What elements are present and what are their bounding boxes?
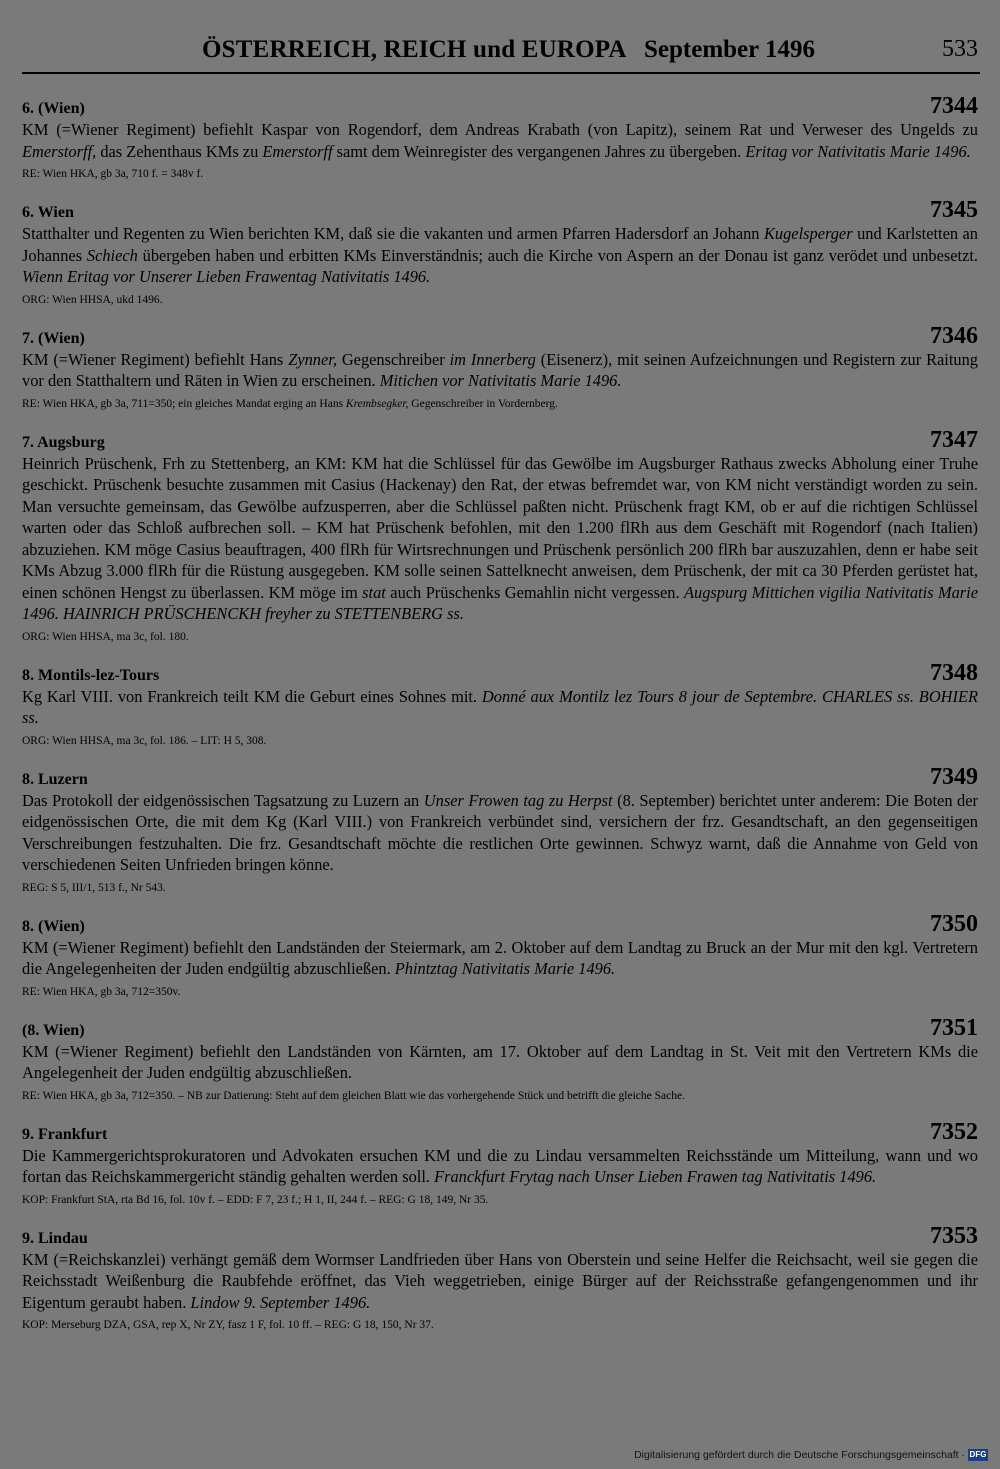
entry-heading	[22, 912, 978, 936]
entry-text-segment: auch Prüschenks Gemahlin nicht vergessen.	[385, 582, 685, 602]
entry-source	[22, 629, 978, 645]
regest-entry	[22, 1224, 978, 1334]
page-header	[22, 36, 980, 66]
entry-number: 7349	[930, 763, 978, 790]
regest-entry	[22, 1016, 978, 1104]
entry-source-segment: KOP: Merseburg DZA, GSA, rep X, Nr ZY, fasz 1 F, fol. 10 ff. – REG: G 18, 150, Nr 37.	[22, 1319, 434, 1331]
entry-text-segment: Phintztag Nativitatis Marie 1496.	[394, 959, 616, 978]
entry-text-segment: Gegenschreiber	[336, 349, 450, 369]
entry-text-segment: Statthalter und Regenten zu Wien berichten KM, daß sie die vakanten und armen Pfarren Hadersdorf an Johann	[22, 224, 764, 243]
entry-heading	[22, 94, 978, 118]
entry-text-segment: übergeben haben und erbitten KMs Einverständnis; auch die Kirche von Aspern an der Donau ist ganz verödet und unbesetzt.	[137, 245, 978, 265]
header-rule	[22, 72, 980, 74]
entry-text	[22, 1041, 978, 1084]
entry-number: 7347	[930, 426, 978, 453]
entry-date-place: 7. (Wien)	[22, 329, 85, 347]
entry-source-segment: KOP: Frankfurt StA, rta Bd 16, fol. 10v f. – EDD: F 7, 23 f.; H 1, II, 244 f. – REG: G 18, 149, Nr 35.	[22, 1193, 489, 1206]
entry-number: 7344	[930, 93, 978, 119]
entry-text-segment: Das Protokoll der eidgenössischen Tagsatzung zu Luzern an	[22, 790, 424, 810]
entry-date-place: 9. Frankfurt	[22, 1125, 108, 1143]
entry-number: 7352	[930, 1118, 978, 1145]
entry-text-segment: das Zehenthaus KMs zu	[96, 141, 263, 161]
entry-source-segment: ORG: Wien HHSA, ma 3c, fol. 186. – LIT: H 5, 308.	[22, 734, 267, 747]
regest-entry	[22, 198, 978, 308]
entry-heading	[22, 428, 978, 452]
entry-text-segment: und Karlstetten an Johannes	[22, 224, 978, 265]
entry-number: 7351	[930, 1014, 978, 1041]
entry-text-segment: Mitichen vor Nativitatis Marie 1496.	[379, 371, 622, 390]
entry-text-segment: KM (=Wiener Regiment) befiehlt Kaspar von Rogendorf, dem Andreas Krabath (von Lapitz), seinem Rat und Verweser des Ungelds zu	[22, 120, 978, 139]
entry-heading	[22, 1016, 978, 1040]
entry-text-segment: Lindow 9. September 1496.	[190, 1292, 371, 1312]
entry-date-place: 8. Luzern	[22, 770, 88, 788]
entry-number: 7353	[930, 1222, 978, 1249]
regest-entry	[22, 661, 978, 749]
entry-date-place: 6. (Wien)	[22, 100, 85, 117]
footer-text: Digitalisierung gefördert durch die Deutsche Forschungsgemeinschaft ·	[634, 1449, 965, 1461]
entry-number: 7346	[930, 322, 978, 349]
entry-text-segment: (8. September) berichtet unter anderem: Die Boten der eidgenössischen Orte, die mit dem Kg (Karl VIII.) von Frankreich verbündet sind, versichern der frz. Gesandtschaft, an den gegenseitigen Verschreibungen festzuhalten. Die frz. Gesandtschaft möchte die restlichen Orte gewinnen. Schwyz warnt, daß die Annahme von Geld von verschiedenen Seiten Unfrieden bringen könne.	[22, 790, 978, 874]
entry-source	[22, 880, 978, 896]
entry-source-segment: ORG: Wien HHSA, ukd 1496.	[22, 293, 163, 306]
running-month: September 1496	[644, 36, 816, 63]
entry-text-segment: KM (=Wiener Regiment) befiehlt den Landständen der Steiermark, am 2. Oktober auf dem Landtag zu Bruck an der Mur mit den kgl. Vertretern die Angelegenheiten der Juden endgültig abzuschließen.	[22, 937, 978, 978]
entry-text-segment: (Eisenerz), mit seinen Aufzeichnungen und Registern zur Raitung vor den Statthaltern und Räten in Wien zu erscheinen.	[22, 349, 978, 390]
entry-text-segment: Unser Frowen tag zu Herpst	[423, 790, 613, 810]
entry-source-segment: ORG: Wien HHSA, ma 3c, fol. 180.	[22, 630, 189, 643]
entry-source	[22, 396, 978, 412]
entry-text-segment: KM (=Wiener Regiment) befiehlt den Landständen von Kärnten, am 17. Oktober auf dem Landtag in St. Veit mit den Vertretern KMs die Angelegenheit der Juden endgültig abzuschließen.	[22, 1041, 978, 1082]
regest-entry	[22, 94, 978, 182]
entry-text	[22, 349, 978, 392]
entry-source	[22, 1192, 978, 1208]
entry-date-place: 9. Lindau	[22, 1229, 88, 1247]
entry-text-segment: Augspurg Mittichen vigilia Nativitatis Marie 1496. HAINRICH PRÜSCHENCKH freyher zu STETTENBERG ss.	[22, 582, 979, 623]
entry-heading	[22, 1120, 978, 1144]
entry-text-segment: Emerstorff	[262, 141, 333, 161]
regest-entry	[22, 324, 978, 412]
entry-text-segment: stat	[362, 582, 386, 602]
regest-entry	[22, 912, 978, 1000]
entry-source-segment: REG: S 5, III/1, 513 f., Nr 543.	[22, 881, 166, 894]
entry-heading	[22, 1224, 978, 1248]
entry-source-segment: Krembsegker,	[345, 397, 409, 410]
entry-text-segment: samt dem Weinregister des vergangenen Jahres zu übergeben.	[332, 141, 746, 161]
entry-text-segment: KM (=Reichskanzlei) verhängt gemäß dem Wormser Landfrieden über Hans von Oberstein und seine Helfer die Reichsacht, weil sie gegen die Reichsstadt Weißenburg die Raubfehde eröffnet, das Vieh weggetrieben, einige Bürger auf der Reichsstraße gefangengenommen und ihr Eigentum geraubt haben.	[22, 1249, 978, 1312]
entry-heading	[22, 198, 978, 222]
entry-source	[22, 984, 978, 1000]
entry-text-segment: Franckfurt Frytag nach Unser Lieben Frawen tag Nativitatis 1496.	[434, 1167, 877, 1186]
entry-date-place: 8. (Wien)	[22, 917, 85, 935]
entry-date-place: 7. Augsburg	[22, 433, 105, 451]
dfg-logo: DFG	[969, 1450, 987, 1459]
entry-source	[22, 1088, 978, 1104]
running-title: ÖSTERREICH, REICH und EUROPA	[202, 36, 627, 63]
entry-heading	[22, 324, 978, 348]
entry-date-place: (8. Wien)	[22, 1021, 85, 1039]
entry-heading	[22, 765, 978, 789]
entry-source-segment: RE: Wien HKA, gb 3a, 712=350. – NB zur Datierung: Steht auf dem gleichen Blatt wie das vorhergehende Stück und betrifft die gleiche Sache.	[22, 1089, 685, 1102]
entry-text	[22, 223, 978, 288]
entry-date-place: 6. Wien	[22, 204, 74, 221]
entry-source-segment: RE: Wien HKA, gb 3a, 710 f. = 348v f.	[22, 168, 204, 180]
entry-text-segment: Eritag vor Nativitatis Marie 1496.	[745, 141, 971, 161]
entry-text-segment: Kugelsperger	[763, 224, 853, 243]
entry-source-segment: Gegenschreiber in Vordernberg.	[408, 397, 558, 410]
entry-date-place: 8. Montils-lez-Tours	[22, 666, 160, 684]
entry-text-segment: Zynner,	[288, 349, 337, 369]
entry-text-segment: im Innerberg	[449, 349, 536, 369]
page-number: 533	[942, 36, 978, 62]
entry-text-segment: Kg Karl VIII. von Frankreich teilt KM die Geburt eines Sohnes mit.	[22, 686, 482, 706]
entry-text-segment: Schiech	[86, 245, 138, 265]
regest-entry	[22, 765, 978, 896]
entry-source-segment: RE: Wien HKA, gb 3a, 712=350v.	[22, 985, 181, 998]
entry-number: 7345	[930, 197, 978, 223]
entry-text-segment: Wienn Eritag vor Unserer Lieben Frawentag Nativitatis 1496.	[22, 267, 431, 286]
entry-text	[22, 119, 978, 162]
regest-entries	[22, 94, 978, 1349]
entry-text-segment: KM (=Wiener Regiment) befiehlt Hans	[22, 349, 289, 369]
entry-number: 7348	[930, 659, 978, 686]
entry-source	[22, 292, 978, 308]
entry-text	[22, 1249, 978, 1314]
entry-text	[22, 1145, 978, 1188]
regest-entry	[22, 428, 978, 645]
entry-text-segment: Heinrich Prüschenk, Frh zu Stettenberg, an KM: KM hat die Schlüssel für das Gewölbe im Augsburger Rathaus zwecks Abholung einer Truhe geschickt. Prüschenk besuchte zusammen mit Casius (Hackenay) den Rat, der etwas befremdet war, von KM nicht verständigt worden zu sein. Man versuchte gemeinsam, das Gewölbe aufzusperren, aber die Schlüssel paßten nicht. Prüschenk fragt KM, ob er auf die richtigen Schlüssel warten oder das Schloß aufbrechen soll. – KM hat Prüschenk befohlen, mit den 1.200 flRh aus dem Geschäft mit Rogendorf (nach Italien) abzuziehen. KM möge Casius beauftragen, 400 flRh für Wirtsrechnungen und Prüschenk persönlich 200 flRh bar auszuzahlen, denn er habe seit KMs Abzug 3.000 flRh für die Rüstung ausgegeben. KM solle seinen Sattelknecht anweisen, dem Prüschenk, der mit ca 30 Pferden gerüstet hat, einen schönen Hengst zu überlassen. KM möge im	[22, 453, 978, 602]
entry-source	[22, 733, 978, 749]
regest-entry	[22, 1120, 978, 1208]
entry-text	[22, 686, 978, 729]
entry-text	[22, 790, 978, 876]
entry-source	[22, 1317, 978, 1333]
entry-number: 7350	[930, 910, 978, 937]
entry-heading	[22, 661, 978, 685]
entry-text-segment: Donné aux Montilz lez Tours 8 jour de Septembre. CHARLES ss. BOHIER ss.	[22, 686, 978, 727]
entry-source	[22, 166, 978, 182]
entry-text-segment: Die Kammergerichtsprokuratoren und Advokaten ersuchen KM und die zu Lindau versammelten Reichsstände um Mitteilung, wann und wo fortan das Reichskammergericht ständig gehalten werden soll.	[22, 1145, 978, 1186]
entry-text	[22, 453, 978, 625]
entry-source-segment: RE: Wien HKA, gb 3a, 711=350; ein gleiches Mandat erging an Hans	[22, 397, 346, 410]
footer-credit	[634, 1447, 988, 1463]
entry-text-segment: Emerstorff,	[22, 141, 97, 161]
entry-text	[22, 937, 978, 980]
